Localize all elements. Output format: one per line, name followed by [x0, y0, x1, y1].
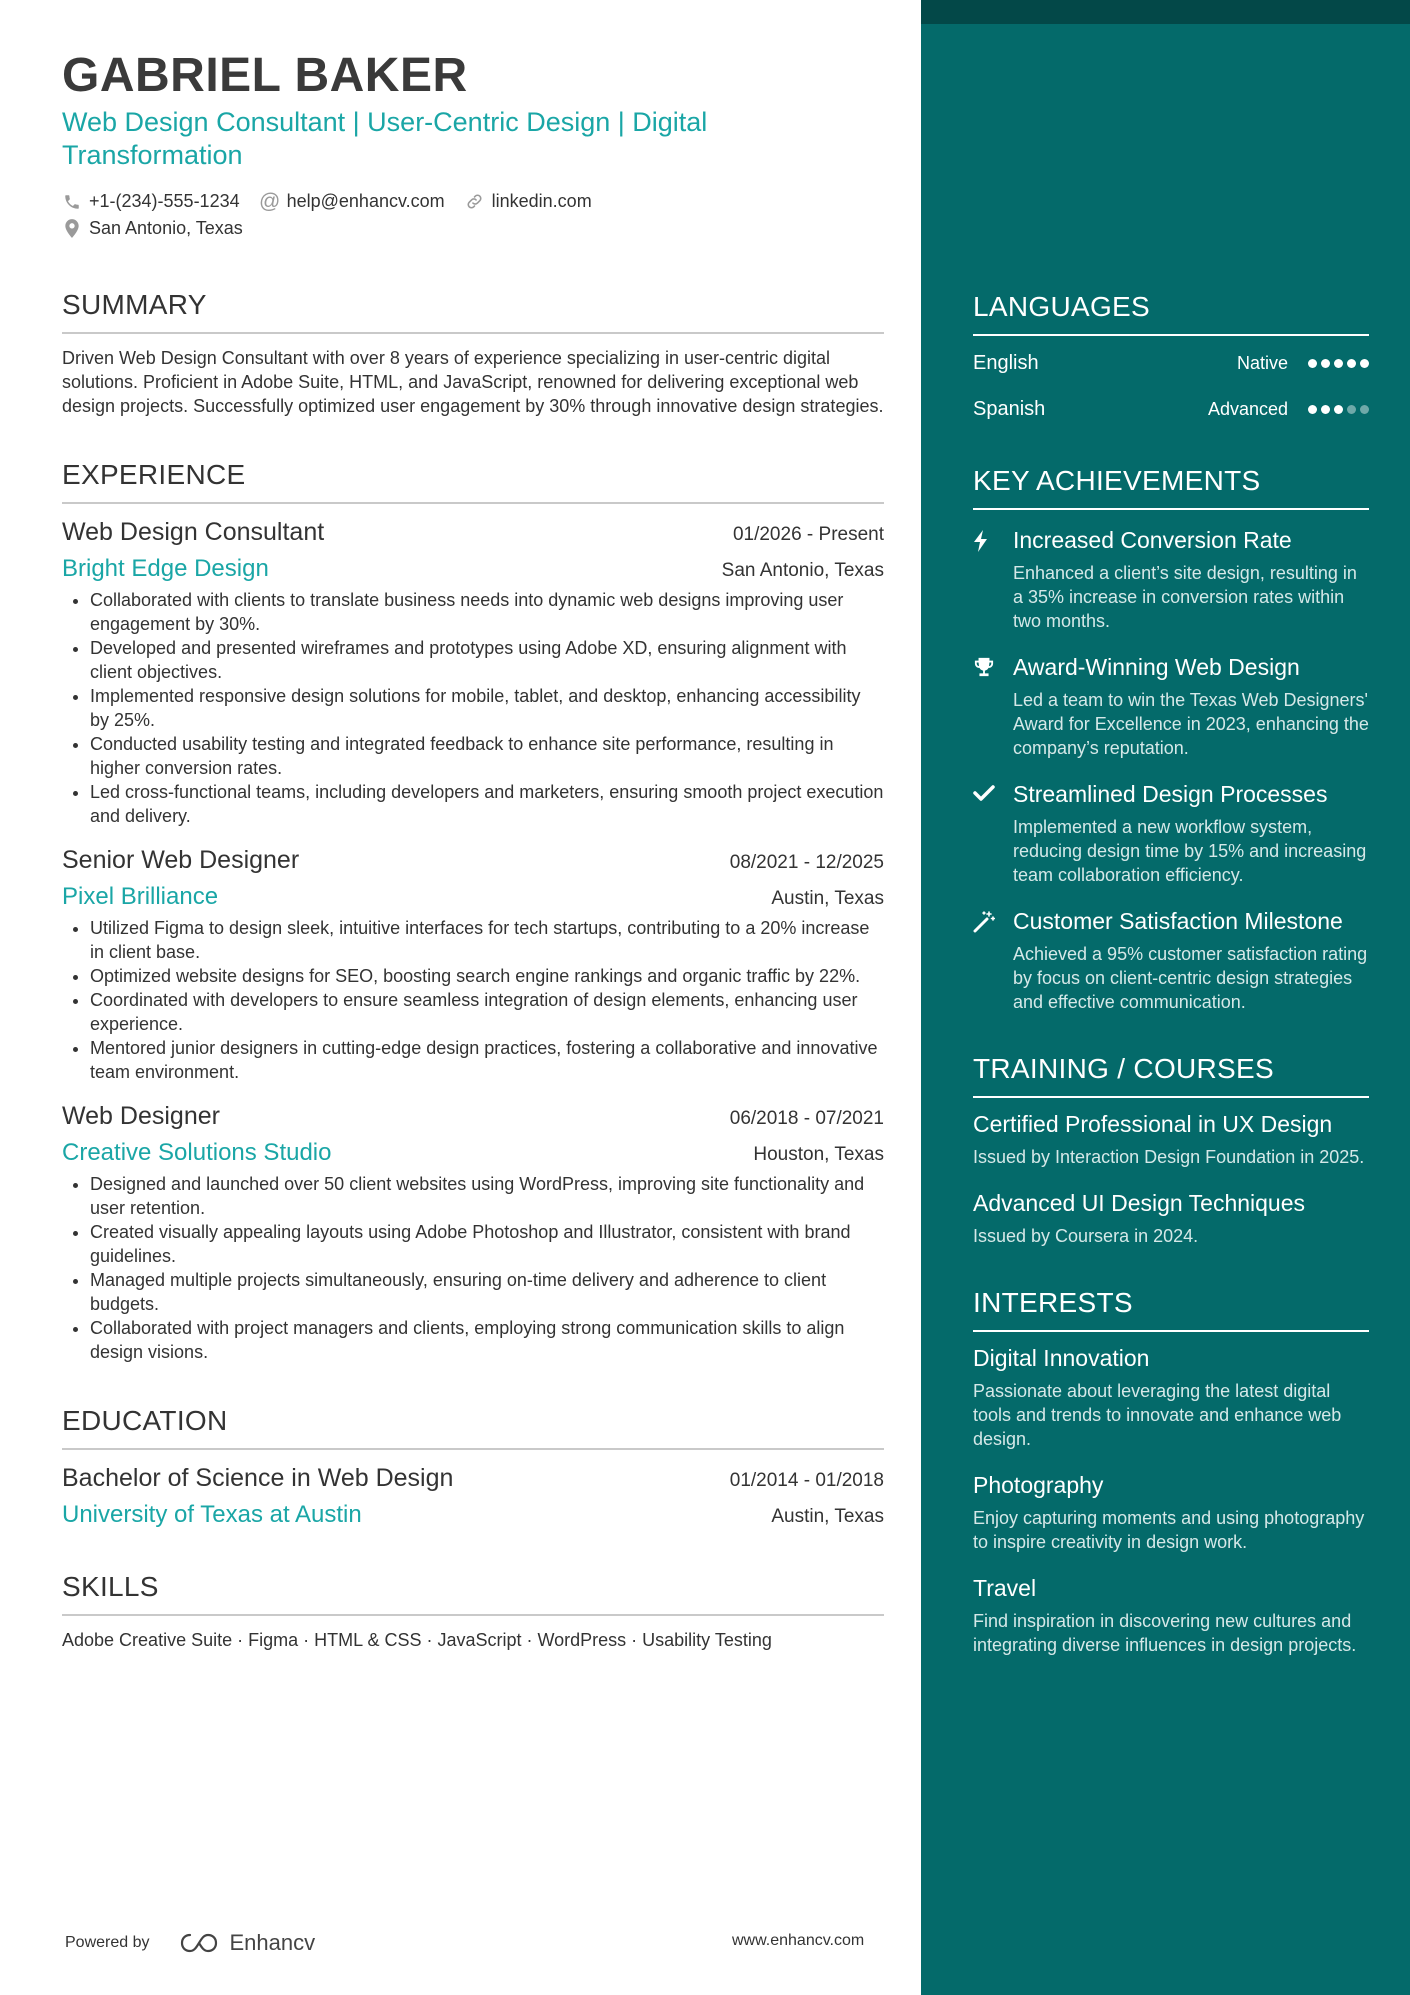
training-name: Advanced UI Design Techniques	[973, 1190, 1306, 1216]
job-location: Houston, Texas	[753, 1144, 884, 1165]
achievements-section	[973, 464, 1369, 1014]
enhancv-brand: Enhancv	[229, 1930, 316, 1955]
sidebar	[921, 0, 1410, 1995]
interest-desc: Passionate about leveraging the latest digital tools and trends to innovate and enhance web design.	[973, 1381, 1342, 1449]
training-item	[973, 1110, 1369, 1169]
skills-section	[62, 1570, 884, 1651]
summary-title: SUMMARY	[62, 288, 884, 334]
interest-item	[973, 1344, 1369, 1451]
languages-title: LANGUAGES	[973, 290, 1369, 336]
interest-name: Travel	[973, 1575, 1037, 1601]
list-item: • Collaborated with project managers and clients, employing strong communication skills to align design visions.	[90, 1316, 884, 1364]
rating-dot	[1321, 405, 1330, 414]
training-item	[973, 1189, 1369, 1248]
list-item: • Optimized website designs for SEO, boosting search engine rankings and organic traffic by 22%.	[90, 964, 884, 988]
summary-text: Driven Web Design Consultant with over 8 years of experience specializing in user-centric digital solutions. Proficient in Adobe Suite, HTML, and JavaScript, renowned for delivering exceptional web design projects. Successfully optimized user engagement by 30% through innovative design strategies.	[62, 348, 884, 416]
at-sign-icon: @	[258, 189, 281, 213]
achievement-title: Streamlined Design Processes	[1013, 781, 1328, 807]
job-entry	[62, 1100, 884, 1364]
email-contact[interactable]	[260, 191, 445, 212]
job-company: Pixel Brilliance	[62, 883, 219, 910]
training-section	[973, 1052, 1369, 1248]
achievement-desc: Implemented a new workflow system, reducing design time by 15% and increasing team collaboration efficiency.	[1013, 817, 1367, 885]
email-text: help@enhancv.com	[286, 191, 445, 211]
sidebar-top-bar	[921, 0, 1410, 24]
rating-dot	[1347, 405, 1356, 414]
linkedin-text: linkedin.com	[491, 191, 592, 211]
location-contact	[62, 218, 243, 239]
language-rating	[1308, 405, 1369, 414]
magic-wand-icon	[973, 907, 1013, 1014]
list-item: • Created visually appealing layouts using Adobe Photoshop and Illustrator, consistent with brand guidelines.	[90, 1220, 884, 1268]
training-desc: Issued by Interaction Design Foundation in 2025.	[973, 1147, 1365, 1167]
rating-dot	[1360, 359, 1369, 368]
location-pin-icon	[62, 219, 82, 239]
powered-by-label: Powered by	[65, 1934, 150, 1951]
job-company: Bright Edge Design	[62, 555, 269, 582]
skills-title: SKILLS	[62, 1570, 884, 1616]
education-entry	[62, 1462, 884, 1530]
interest-desc: Find inspiration in discovering new cultures and integrating diverse influences in design projects.	[973, 1611, 1357, 1655]
achievement-item	[973, 907, 1369, 1014]
achievement-item	[973, 526, 1369, 633]
training-title: TRAINING / COURSES	[973, 1052, 1369, 1098]
education-title: EDUCATION	[62, 1404, 884, 1450]
list-item: • Mentored junior designers in cutting-edge design practices, fostering a collaborative and innovative team environment.	[90, 1036, 884, 1084]
job-dates: 06/2018 - 07/2021	[729, 1108, 884, 1129]
rating-dot	[1308, 359, 1317, 368]
job-company: Creative Solutions Studio	[62, 1139, 332, 1166]
skills-list: Adobe Creative Suite · Figma · HTML & CSS · JavaScript · WordPress · Usability Testing	[62, 1630, 772, 1650]
language-rating	[1308, 359, 1369, 368]
achievement-desc: Achieved a 95% customer satisfaction rating by focus on client-centric design strategies and effective communication.	[1013, 944, 1368, 1012]
experience-title: EXPERIENCE	[62, 458, 884, 504]
achievement-title: Increased Conversion Rate	[1013, 527, 1292, 553]
job-title: Web Design Consultant	[62, 518, 325, 546]
job-title: Senior Web Designer	[62, 846, 300, 874]
main-column	[62, 48, 884, 1651]
list-item: • Implemented responsive design solutions for mobile, tablet, and desktop, enhancing accessibility by 25%.	[90, 684, 884, 732]
job-bullets	[62, 1172, 884, 1364]
language-level: Native	[1236, 352, 1288, 373]
language-row	[973, 340, 1369, 386]
enhancv-logo[interactable]	[178, 1930, 316, 1956]
footer-branding	[65, 1930, 315, 1956]
achievement-item	[973, 653, 1369, 760]
language-name: Spanish	[973, 397, 1046, 420]
interest-desc: Enjoy capturing moments and using photography to inspire creativity in design work.	[973, 1508, 1365, 1552]
phone-contact[interactable]	[62, 191, 240, 212]
lightning-icon	[973, 526, 1013, 633]
job-entry	[62, 516, 884, 828]
education-dates: 01/2014 - 01/2018	[729, 1470, 884, 1491]
achievement-item	[973, 780, 1369, 887]
rating-dot	[1321, 359, 1330, 368]
achievement-desc: Enhanced a client’s site design, resulting in a 35% increase in conversion rates within two months.	[1013, 563, 1357, 631]
checkmark-icon	[973, 780, 1013, 887]
training-name: Certified Professional in UX Design	[973, 1111, 1333, 1137]
location-text: San Antonio, Texas	[89, 218, 243, 238]
achievements-title: KEY ACHIEVEMENTS	[973, 464, 1369, 510]
degree: Bachelor of Science in Web Design	[62, 1464, 454, 1492]
language-name: English	[973, 351, 1039, 374]
list-item: • Utilized Figma to design sleek, intuitive interfaces for tech startups, contributing to a 20% increase in client base.	[90, 916, 884, 964]
job-entry	[62, 844, 884, 1084]
list-item: • Led cross-functional teams, including developers and marketers, ensuring smooth project execution and delivery.	[90, 780, 884, 828]
phone-text: +1-(234)-555-1234	[89, 191, 240, 211]
list-item: • Developed and presented wireframes and prototypes using Adobe XD, ensuring alignment with client objectives.	[90, 636, 884, 684]
summary-section	[62, 288, 884, 418]
phone-icon	[62, 192, 82, 212]
rating-dot	[1334, 359, 1343, 368]
languages-section	[973, 290, 1369, 432]
footer-site[interactable]: www.enhancv.com	[732, 1932, 865, 1949]
interests-title: INTERESTS	[973, 1286, 1369, 1332]
list-item: • Coordinated with developers to ensure seamless integration of design elements, enhancing user experience.	[90, 988, 884, 1036]
enhancv-logo-icon	[178, 1931, 224, 1955]
rating-dot	[1308, 405, 1317, 414]
list-item: • Collaborated with clients to translate business needs into dynamic web designs improving user engagement by 30%.	[90, 588, 884, 636]
rating-dot	[1347, 359, 1356, 368]
interest-name: Digital Innovation	[973, 1345, 1150, 1371]
contact-info	[62, 188, 884, 242]
interest-item	[973, 1574, 1369, 1657]
job-dates: 01/2026 - Present	[732, 524, 884, 545]
link-icon	[465, 192, 485, 212]
language-row	[973, 386, 1369, 432]
training-desc: Issued by Coursera in 2024.	[973, 1226, 1199, 1246]
job-title: Web Designer	[62, 1102, 220, 1130]
job-bullets	[62, 916, 884, 1084]
job-location: San Antonio, Texas	[721, 560, 884, 581]
rating-dot	[1334, 405, 1343, 414]
rating-dot	[1360, 405, 1369, 414]
sidebar-content	[973, 290, 1369, 1657]
interest-item	[973, 1471, 1369, 1554]
achievement-title: Award-Winning Web Design	[1013, 654, 1300, 680]
achievement-desc: Led a team to win the Texas Web Designers' Award for Excellence in 2023, enhancing the company’s reputation.	[1013, 690, 1369, 758]
job-location: Austin, Texas	[771, 888, 884, 909]
job-bullets	[62, 588, 884, 828]
interest-name: Photography	[973, 1472, 1104, 1498]
linkedin-contact[interactable]	[465, 191, 592, 212]
list-item: • Designed and launched over 50 client websites using WordPress, improving site functionality and user retention.	[90, 1172, 884, 1220]
education-location: Austin, Texas	[771, 1506, 884, 1527]
school: University of Texas at Austin	[62, 1501, 362, 1528]
trophy-icon	[973, 653, 1013, 760]
language-level: Advanced	[1207, 398, 1288, 419]
interests-section	[973, 1286, 1369, 1657]
achievement-title: Customer Satisfaction Milestone	[1013, 908, 1343, 934]
job-dates: 08/2021 - 12/2025	[729, 852, 884, 873]
candidate-name: GABRIEL BAKER	[62, 49, 468, 102]
list-item: • Conducted usability testing and integrated feedback to enhance site performance, resulting in higher conversion rates.	[90, 732, 884, 780]
list-item: • Managed multiple projects simultaneously, ensuring on-time delivery and adherence to client budgets.	[90, 1268, 884, 1316]
education-section	[62, 1404, 884, 1530]
experience-section	[62, 458, 884, 1364]
headline: Web Design Consultant | User-Centric Design | Digital Transformation	[62, 107, 708, 170]
